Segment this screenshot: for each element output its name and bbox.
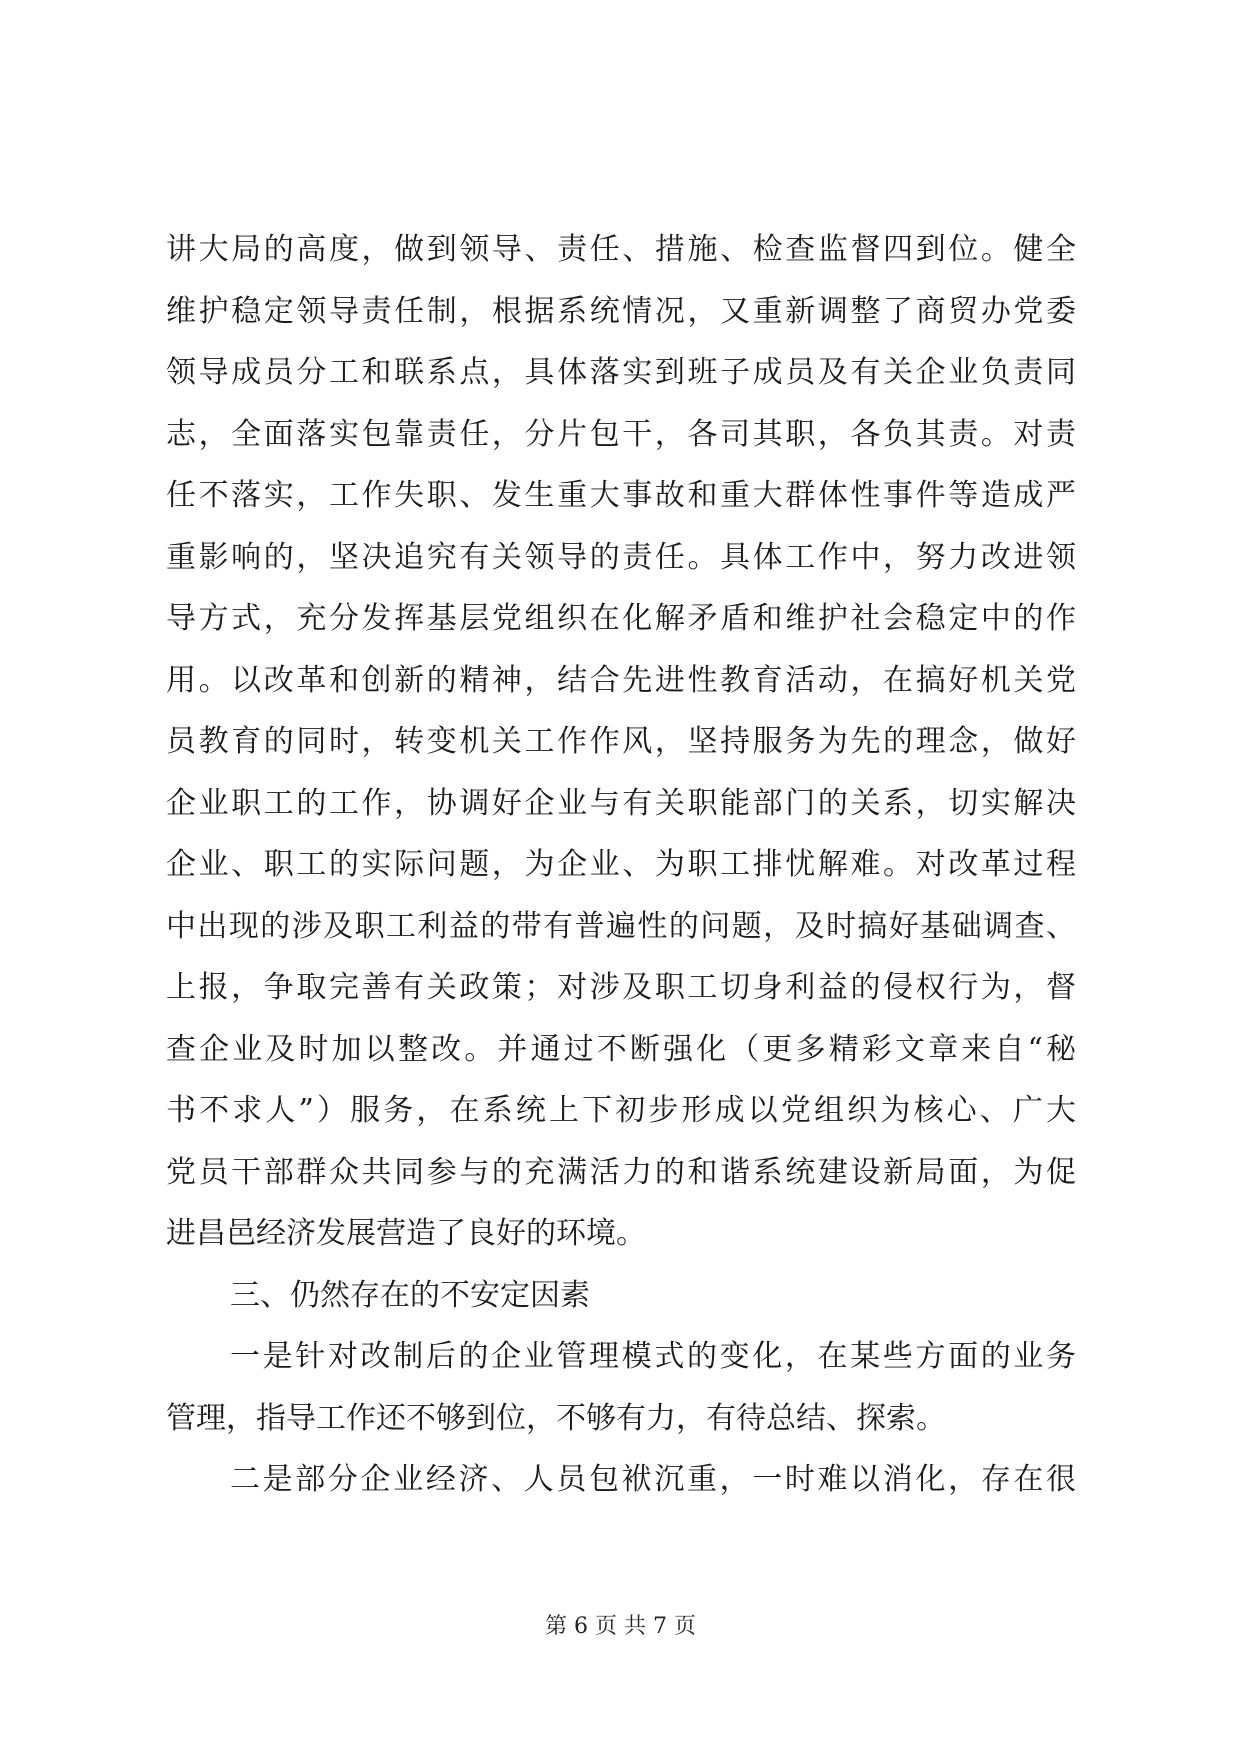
text-line: 领导成员分工和联系点，具体落实到班子成员及有关企业负责同 <box>166 355 1076 390</box>
text-line: 中出现的涉及职工利益的带有普遍性的问题，及时搞好基础调查、 <box>166 908 1076 944</box>
text-line: 志，全面落实包靠责任，分片包干，各司其职，各负其责。对责 <box>166 416 1076 452</box>
text-line: 用。以改革和创新的精神，结合先进性教育活动，在搞好机关党 <box>166 662 1076 698</box>
text-line: 员教育的同时，转变机关工作作风，坚持服务为先的理念，做好 <box>166 724 1076 759</box>
text-line: 党员干部群众共同参与的充满活力的和谐系统建设新局面，为促 <box>166 1154 1076 1190</box>
text-line: 导方式，充分发挥基层党组织在化解矛盾和维护社会稳定中的作 <box>166 601 1076 636</box>
text-line: 任不落实，工作失职、发生重大事故和重大群体性事件等造成严 <box>166 478 1076 513</box>
section-heading: 三、仍然存在的不安定因素 <box>230 1277 590 1313</box>
text-line: 维护稳定领导责任制，根据系统情况，又重新调整了商贸办党委 <box>166 293 1076 329</box>
text-line: 进昌邑经济发展营造了良好的环境。 <box>166 1216 646 1251</box>
text-line: 二是部分企业经济、人员包袱沉重，一时难以消化，存在很 <box>230 1462 1076 1497</box>
text-line: 企业职工的工作，协调好企业与有关职能部门的关系，切实解决 <box>166 785 1076 821</box>
document-body <box>166 232 1076 1524</box>
text-line: 企业、职工的实际问题，为企业、为职工排忧解难。对改革过程 <box>166 847 1076 882</box>
text-line: 一是针对改制后的企业管理模式的变化，在某些方面的业务 <box>230 1339 1076 1374</box>
text-line: 管理，指导工作还不够到位，不够有力，有待总结、探索。 <box>166 1400 946 1436</box>
text-line: 重影响的，坚决追究有关领导的责任。具体工作中，努力改进领 <box>166 539 1076 575</box>
text-line: 讲大局的高度，做到领导、责任、措施、检查监督四到位。健全 <box>166 232 1076 267</box>
text-line: 查企业及时加以整改。并通过不断强化（更多精彩文章来自“秘 <box>166 1031 1076 1067</box>
text-line: 上报，争取完善有关政策；对涉及职工切身利益的侵权行为，督 <box>166 970 1076 1005</box>
text-line: 书不求人”）服务，在系统上下初步形成以党组织为核心、广大 <box>166 1093 1076 1128</box>
page-number-footer: 第 6 页 共 7 页 <box>545 1614 696 1639</box>
